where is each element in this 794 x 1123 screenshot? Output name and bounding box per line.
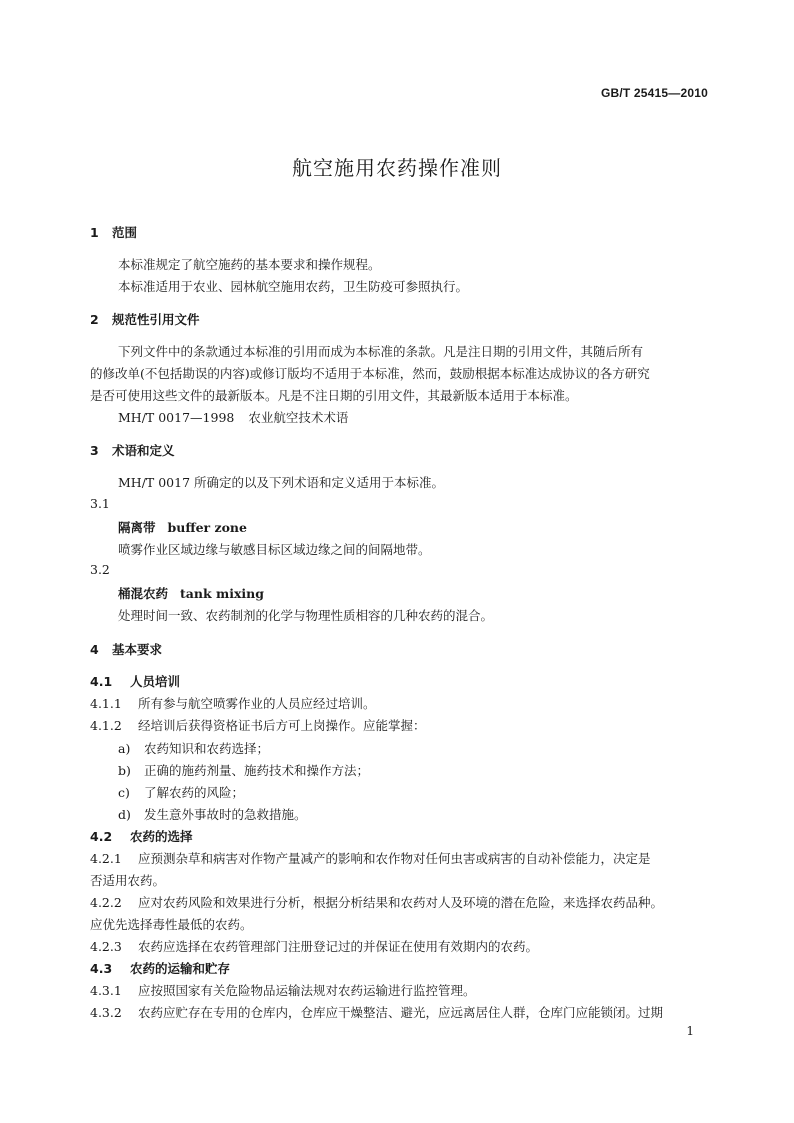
section-number: 3 — [90, 443, 99, 458]
clause-text: 经培训后获得资格证书后方可上岗操作。应能掌握： — [138, 718, 426, 733]
term-definition: 处理时间一致、农药制剂的化学与物理性质相容的几种农药的混合。 — [118, 608, 494, 623]
clause-text: 农药应选择在农药管理部门注册登记过的并保证在使用有效期内的农药。 — [138, 939, 539, 954]
list-marker: a) — [118, 741, 131, 756]
section-title: 基本要求 — [112, 642, 163, 657]
reference-code: MH/T 0017—1998 — [118, 410, 235, 425]
section-number: 4 — [90, 642, 99, 657]
section-title: 范围 — [112, 225, 138, 240]
clause-number: 4.2.3 — [90, 939, 122, 954]
section-number: 1 — [90, 225, 99, 240]
list-item — [118, 739, 269, 757]
clause-4-3-2 — [90, 1003, 663, 1021]
list-item — [118, 805, 307, 823]
clause-number: 4.1.2 — [90, 718, 122, 733]
section-2-heading — [90, 310, 200, 328]
subsection-number: 4.2 — [90, 829, 113, 844]
clause-4-3-1 — [90, 981, 476, 999]
document-title: 航空施用农药操作准则 — [292, 156, 502, 180]
clause-4-1-2 — [90, 716, 426, 734]
clause-text: 所有参与航空喷雾作业的人员应经过培训。 — [138, 696, 376, 711]
clause-continuation: 否适用农药。 — [90, 873, 166, 888]
page-number: 1 — [686, 1024, 694, 1038]
standard-code: GB/T 25415—2010 — [600, 86, 708, 100]
subsection-title: 人员培训 — [130, 674, 181, 689]
subsection-4-2-heading — [90, 827, 193, 845]
list-marker: b) — [118, 763, 131, 778]
section-3-heading — [90, 441, 175, 459]
clause-4-2-1 — [90, 849, 651, 867]
clause-text: 应对农药风险和效果进行分析，根据分析结果和农药对人及环境的潜在危险，来选择农药品种。 — [138, 895, 664, 910]
paragraph: 本标准适用于农业、园林航空施用农药，卫生防疫可参照执行。 — [118, 279, 469, 294]
term-number: 3.1 — [90, 496, 110, 511]
clause-text: 农药应贮存在专用的仓库内，仓库应干燥整洁、避光，应远离居住人群，仓库门应能锁闭。过期 — [138, 1005, 664, 1020]
section-number: 2 — [90, 312, 99, 327]
subsection-4-3-heading — [90, 959, 230, 977]
term-en: buffer zone — [167, 520, 247, 535]
term-zh: 隔离带 — [118, 520, 156, 535]
term-en: tank mixing — [180, 586, 264, 601]
clause-4-2-2 — [90, 893, 663, 911]
paragraph-line: 下列文件中的条款通过本标准的引用而成为本标准的条款。凡是注日期的引用文件，其随后所有 — [118, 344, 644, 359]
clause-number: 4.1.1 — [90, 696, 122, 711]
subsection-title: 农药的运输和贮存 — [130, 961, 231, 976]
clause-number: 4.3.1 — [90, 983, 122, 998]
paragraph-line: 的修改单(不包括勘误的内容)或修订版均不适用于本标准，然而，鼓励根据本标准达成协议的各方研究 — [90, 366, 650, 381]
paragraph-line: 是否可使用这些文件的最新版本。凡是不注日期的引用文件，其最新版本适用于本标准。 — [90, 388, 578, 403]
section-title: 规范性引用文件 — [112, 312, 200, 327]
list-item — [118, 783, 244, 801]
list-text: 正确的施药剂量、施药技术和操作方法； — [144, 763, 370, 778]
term-number: 3.2 — [90, 562, 110, 577]
section-title: 术语和定义 — [112, 443, 175, 458]
clause-text: 应预测杂草和病害对作物产量减产的影响和农作物对任何虫害或病害的自动补偿能力，决定是 — [138, 851, 651, 866]
subsection-title: 农药的选择 — [130, 829, 193, 844]
subsection-4-1-heading — [90, 672, 180, 690]
list-text: 农药知识和农药选择； — [144, 741, 270, 756]
clause-number: 4.2.2 — [90, 895, 122, 910]
paragraph: MH/T 0017 所确定的以及下列术语和定义适用于本标准。 — [118, 475, 445, 490]
list-marker: d) — [118, 807, 131, 822]
clause-number: 4.2.1 — [90, 851, 122, 866]
clause-continuation: 应优先选择毒性最低的农药。 — [90, 917, 253, 932]
term-entry — [118, 518, 247, 536]
list-text: 了解农药的风险； — [144, 785, 245, 800]
list-marker: c) — [118, 785, 130, 800]
section-1-heading — [90, 223, 137, 241]
list-text: 发生意外事故时的急救措施。 — [144, 807, 307, 822]
subsection-number: 4.1 — [90, 674, 113, 689]
term-zh: 桶混农药 — [118, 586, 169, 601]
clause-4-2-3 — [90, 937, 538, 955]
clause-text: 应按照国家有关危险物品运输法规对农药运输进行监控管理。 — [138, 983, 476, 998]
subsection-number: 4.3 — [90, 961, 113, 976]
clause-4-1-1 — [90, 694, 376, 712]
term-definition: 喷雾作业区域边缘与敏感目标区域边缘之间的间隔地带。 — [118, 542, 431, 557]
clause-number: 4.3.2 — [90, 1005, 122, 1020]
term-entry — [118, 584, 264, 602]
list-item — [118, 761, 369, 779]
normative-reference — [118, 408, 348, 426]
section-4-heading — [90, 640, 162, 658]
paragraph: 本标准规定了航空施药的基本要求和操作规程。 — [118, 257, 381, 272]
reference-title: 农业航空技术术语 — [248, 410, 349, 425]
